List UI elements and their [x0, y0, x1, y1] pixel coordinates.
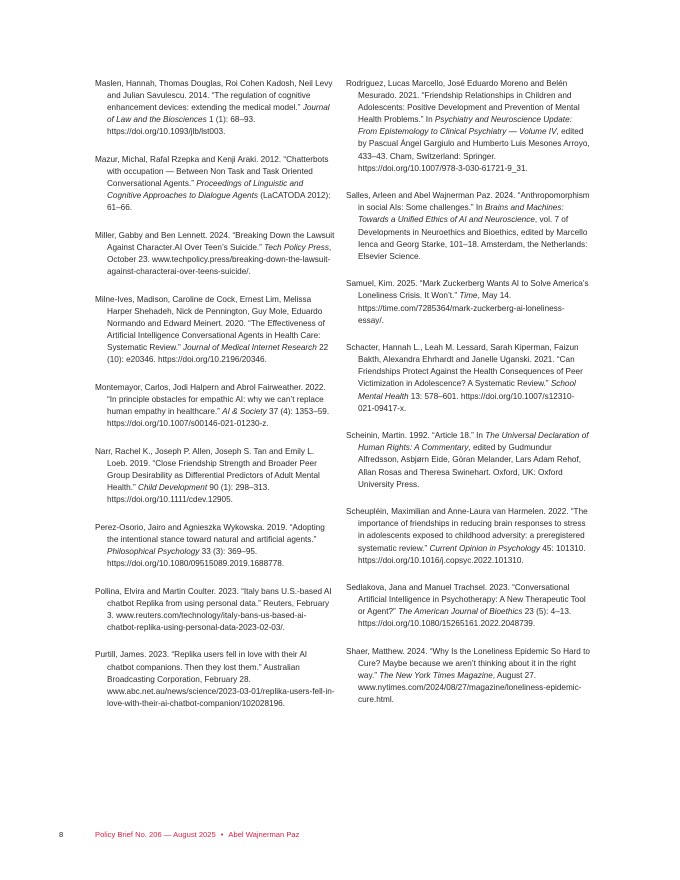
reference-text: Shaer, Matthew. 2024. “Why Is the Loneliness Epidemic So Hard to Cure? Maybe because we aren’t thinking about it in the right way.”	[346, 647, 590, 681]
reference-entry	[95, 154, 335, 214]
reference-entry	[95, 78, 335, 138]
footer-brief	[95, 830, 299, 839]
reference-entry	[346, 342, 590, 415]
reference-details: 45: 101310. https://doi.org/10.1016/j.copsyc.2022.101310.	[358, 543, 586, 565]
reference-title: Philosophical Psychology	[107, 546, 200, 556]
page-footer	[0, 830, 680, 844]
references-left-column	[95, 78, 335, 725]
reference-entry	[346, 646, 590, 706]
reference-text: Perez-Osorio, Jairo and Agnieszka Wykowska. 2019. “Adopting the intentional stance toward natural and artificial agents.”	[95, 522, 325, 544]
reference-entry	[346, 430, 590, 490]
reference-details: 90 (1): 298–313. https://doi.org/10.1111/cdev.12905.	[107, 483, 270, 505]
reference-text: Sedlakova, Jana and Manuel Trachsel. 2023. “Conversational Artificial Intelligence in Psychotherapy: A New Therapeutic Tool or Agent?”	[346, 583, 586, 617]
reference-title: Journal of Medical Internet Research	[182, 343, 317, 353]
reference-details: 23 (5): 4–13. https://doi.org/10.1080/15265161.2022.2048739.	[358, 607, 572, 629]
reference-title: School Mental Health	[358, 379, 576, 401]
reference-details: 37 (4): 1353–59. https://doi.org/10.1007/s00146-021-01230-z.	[107, 407, 330, 429]
reference-title: Psychiatry and Neuroscience Update: From Epistemology to Clinical Psychiatry — Volume IV	[358, 115, 572, 137]
reference-title: Proceedings of Linguistic and Cognitive Approaches to Dialogue Agents	[107, 179, 304, 201]
reference-text: Montemayor, Carlos, Jodi Halpern and Abrol Fairweather. 2022. “In principle obstacles for empathic AI: why we can’t replace human empathy in healthcare.”	[95, 382, 326, 417]
reference-details: , May 14. https://time.com/7285364/mark-zuckerberg-ai-loneliness-essay/.	[358, 291, 565, 325]
reference-title: The Universal Declaration of Human Rights: A Commentary	[358, 431, 589, 453]
reference-entry	[346, 506, 590, 566]
reference-title: Brains and Machines: Towards a Unified Ethics of AI and Neuroscience	[358, 203, 564, 225]
reference-entry	[95, 382, 335, 430]
references-right-column	[346, 78, 590, 722]
reference-details: 1 (1): 68–93. https://doi.org/10.1093/jlb/lst003.	[107, 115, 256, 137]
reference-details: , edited by Gudmundur Alfredsson, Asbjørn Eide, Göran Melander, Lars Adam Rehof, Allan Rosas and Theresa Swinehart. Oxford, UK: Oxford University Press.	[358, 443, 581, 489]
footer-author: Abel Wajnerman Paz	[228, 830, 300, 839]
reference-text: Narr, Rachel K., Joseph P. Allen, Joseph S. Tan and Emily L. Loeb. 2019. “Close Friendship Strength and Broader Peer Group Desirability as Differential Predictors of Adult Mental Health.”	[95, 446, 320, 493]
reference-text: Milne-Ives, Madison, Caroline de Cock, Ernest Lim, Melissa Harper Shehadeh, Nick de Pennington, Guy Mole, Eduardo Normando and Edward Meinert. 2020. “The Effectiveness of Artificial Intelligence Conversational Agents in Health Care: Systematic Review.”	[95, 294, 325, 353]
reference-title: Current Opinion in Psychology	[429, 543, 541, 553]
reference-text: Miller, Gabby and Ben Lennett. 2024. “Breaking Down the Lawsuit Against Character.AI Over Teen’s Suicide.”	[95, 230, 335, 253]
reference-details: , August 27. www.nytimes.com/2024/08/27/magazine/loneliness-epidemic-cure.html.	[358, 671, 582, 705]
reference-title: The American Journal of Bioethics	[398, 607, 523, 617]
reference-title: AI & Society	[222, 407, 267, 417]
reference-entry	[95, 522, 335, 570]
reference-entry	[95, 586, 335, 634]
reference-title: The New York Times Magazine	[379, 671, 493, 681]
reference-text: Pollina, Elvira and Martin Coulter. 2023. “Italy bans U.S.-based AI chatbot Replika from using personal data.” Reuters, February 3. www.reuters.com/technology/italy-bans-us-based-ai-chatbot-replika-using-personal-data-2023-02-03/.	[95, 586, 332, 632]
reference-text: Scheupléin, Maximilian and Anne-Laura van Harmelen. 2022. “The importance of friendships in reducing brain responses to stress in adolescents exposed to childhood adversity: a preregistered systematic review.”	[346, 507, 588, 553]
reference-details: 13: 578–601. https://doi.org/10.1007/s12310-021-09417-x.	[358, 391, 575, 413]
reference-text: Salles, Arleen and Abel Wajnerman Paz. 2024. “Anthropomorphism in social AIs: Some challenges.” In	[346, 191, 590, 213]
reference-title: Tech Policy Press	[264, 243, 329, 253]
reference-text: Rodriguez, Lucas Marcello, José Eduardo Moreno and Belén Mesurado. 2021. “Friendship Relationships in Children and Adolescents: Positive Development and Prevention of Mental Health Problems.” In	[346, 79, 580, 125]
reference-title: Child Development	[137, 483, 208, 493]
page-number: 8	[59, 830, 64, 839]
reference-text: Maslen, Hannah, Thomas Douglas, Roi Cohen Kadosh, Neil Levy and Julian Savulescu. 2014. “The regulation of cognitive enhancement devices: extending the medical model.”	[95, 79, 333, 113]
reference-details: 33 (3): 369–95. https://doi.org/10.1080/09515089.2019.1688778.	[107, 546, 285, 568]
reference-entry	[95, 649, 335, 709]
reference-title: Time	[459, 291, 478, 301]
reference-details: , edited by Pascual Ángel Gargiulo and Humberto Luis Mesones Arroyo, 433–43. Cham, Switzerland: Springer. https://doi.org/10.1007/978-3-030-61721-9_31.	[358, 127, 590, 173]
reference-details: , October 23. www.techpolicy.press/breaking-down-the-lawsuit-against-characterai-over-teens-suicide/.	[107, 243, 332, 277]
reference-entry	[95, 294, 335, 367]
reference-details: , vol. 7 of Developments in Neuroethics and Bioethics, edited by Marcello Ienca and Georg Starke, 101–18. Amsterdam, the Netherlands: Elsevier Science.	[358, 215, 588, 261]
reference-entry	[95, 230, 335, 278]
reference-entry	[346, 78, 590, 175]
reference-text: Purtill, James. 2023. “Replika users fell in love with their AI chatbot companions. Then they lost them.” Australian Broadcasting Corporation, February 28. www.abc.net.au/news/science/2023-03-01/replika-users-fell-in-love-with-their-ai-chatbot-companion/102028196.	[95, 650, 335, 708]
reference-entry	[346, 278, 590, 326]
reference-text: Mazur, Michal, Rafal Rzepka and Kenji Araki. 2012. “Chatterbots with occupation — Between Non Task and Task Oriented Conversational Agents.”	[95, 154, 329, 189]
reference-details: (LaCATODA 2012): 61–66.	[107, 191, 331, 213]
reference-text: Samuel, Kim. 2025. “Mark Zuckerberg Wants AI to Solve America’s Loneliness Crisis. It Won’t.”	[346, 279, 589, 301]
reference-title: Journal of Law and the Biosciences	[107, 103, 330, 125]
reference-details: 22 (10): e20346. https://doi.org/10.2196/20346.	[107, 343, 329, 365]
footer-bullet: •	[220, 830, 224, 839]
footer-brief-title: Policy Brief No. 206 — August 2025	[95, 830, 216, 839]
reference-entry	[95, 446, 335, 506]
reference-entry	[346, 190, 590, 263]
reference-text: Schacter, Hannah L., Leah M. Lessard, Sarah Kiperman, Faizun Bakth, Alexandra Ehrhardt and Janelle Uganski. 2021. “Can Friendships Protect Against the Health Consequences of Peer Victimization in Adolescence? A Systematic Review.”	[346, 343, 583, 389]
reference-text: Scheinin, Martin. 1992. “Article 18.” In	[346, 431, 486, 441]
reference-entry	[346, 582, 590, 630]
